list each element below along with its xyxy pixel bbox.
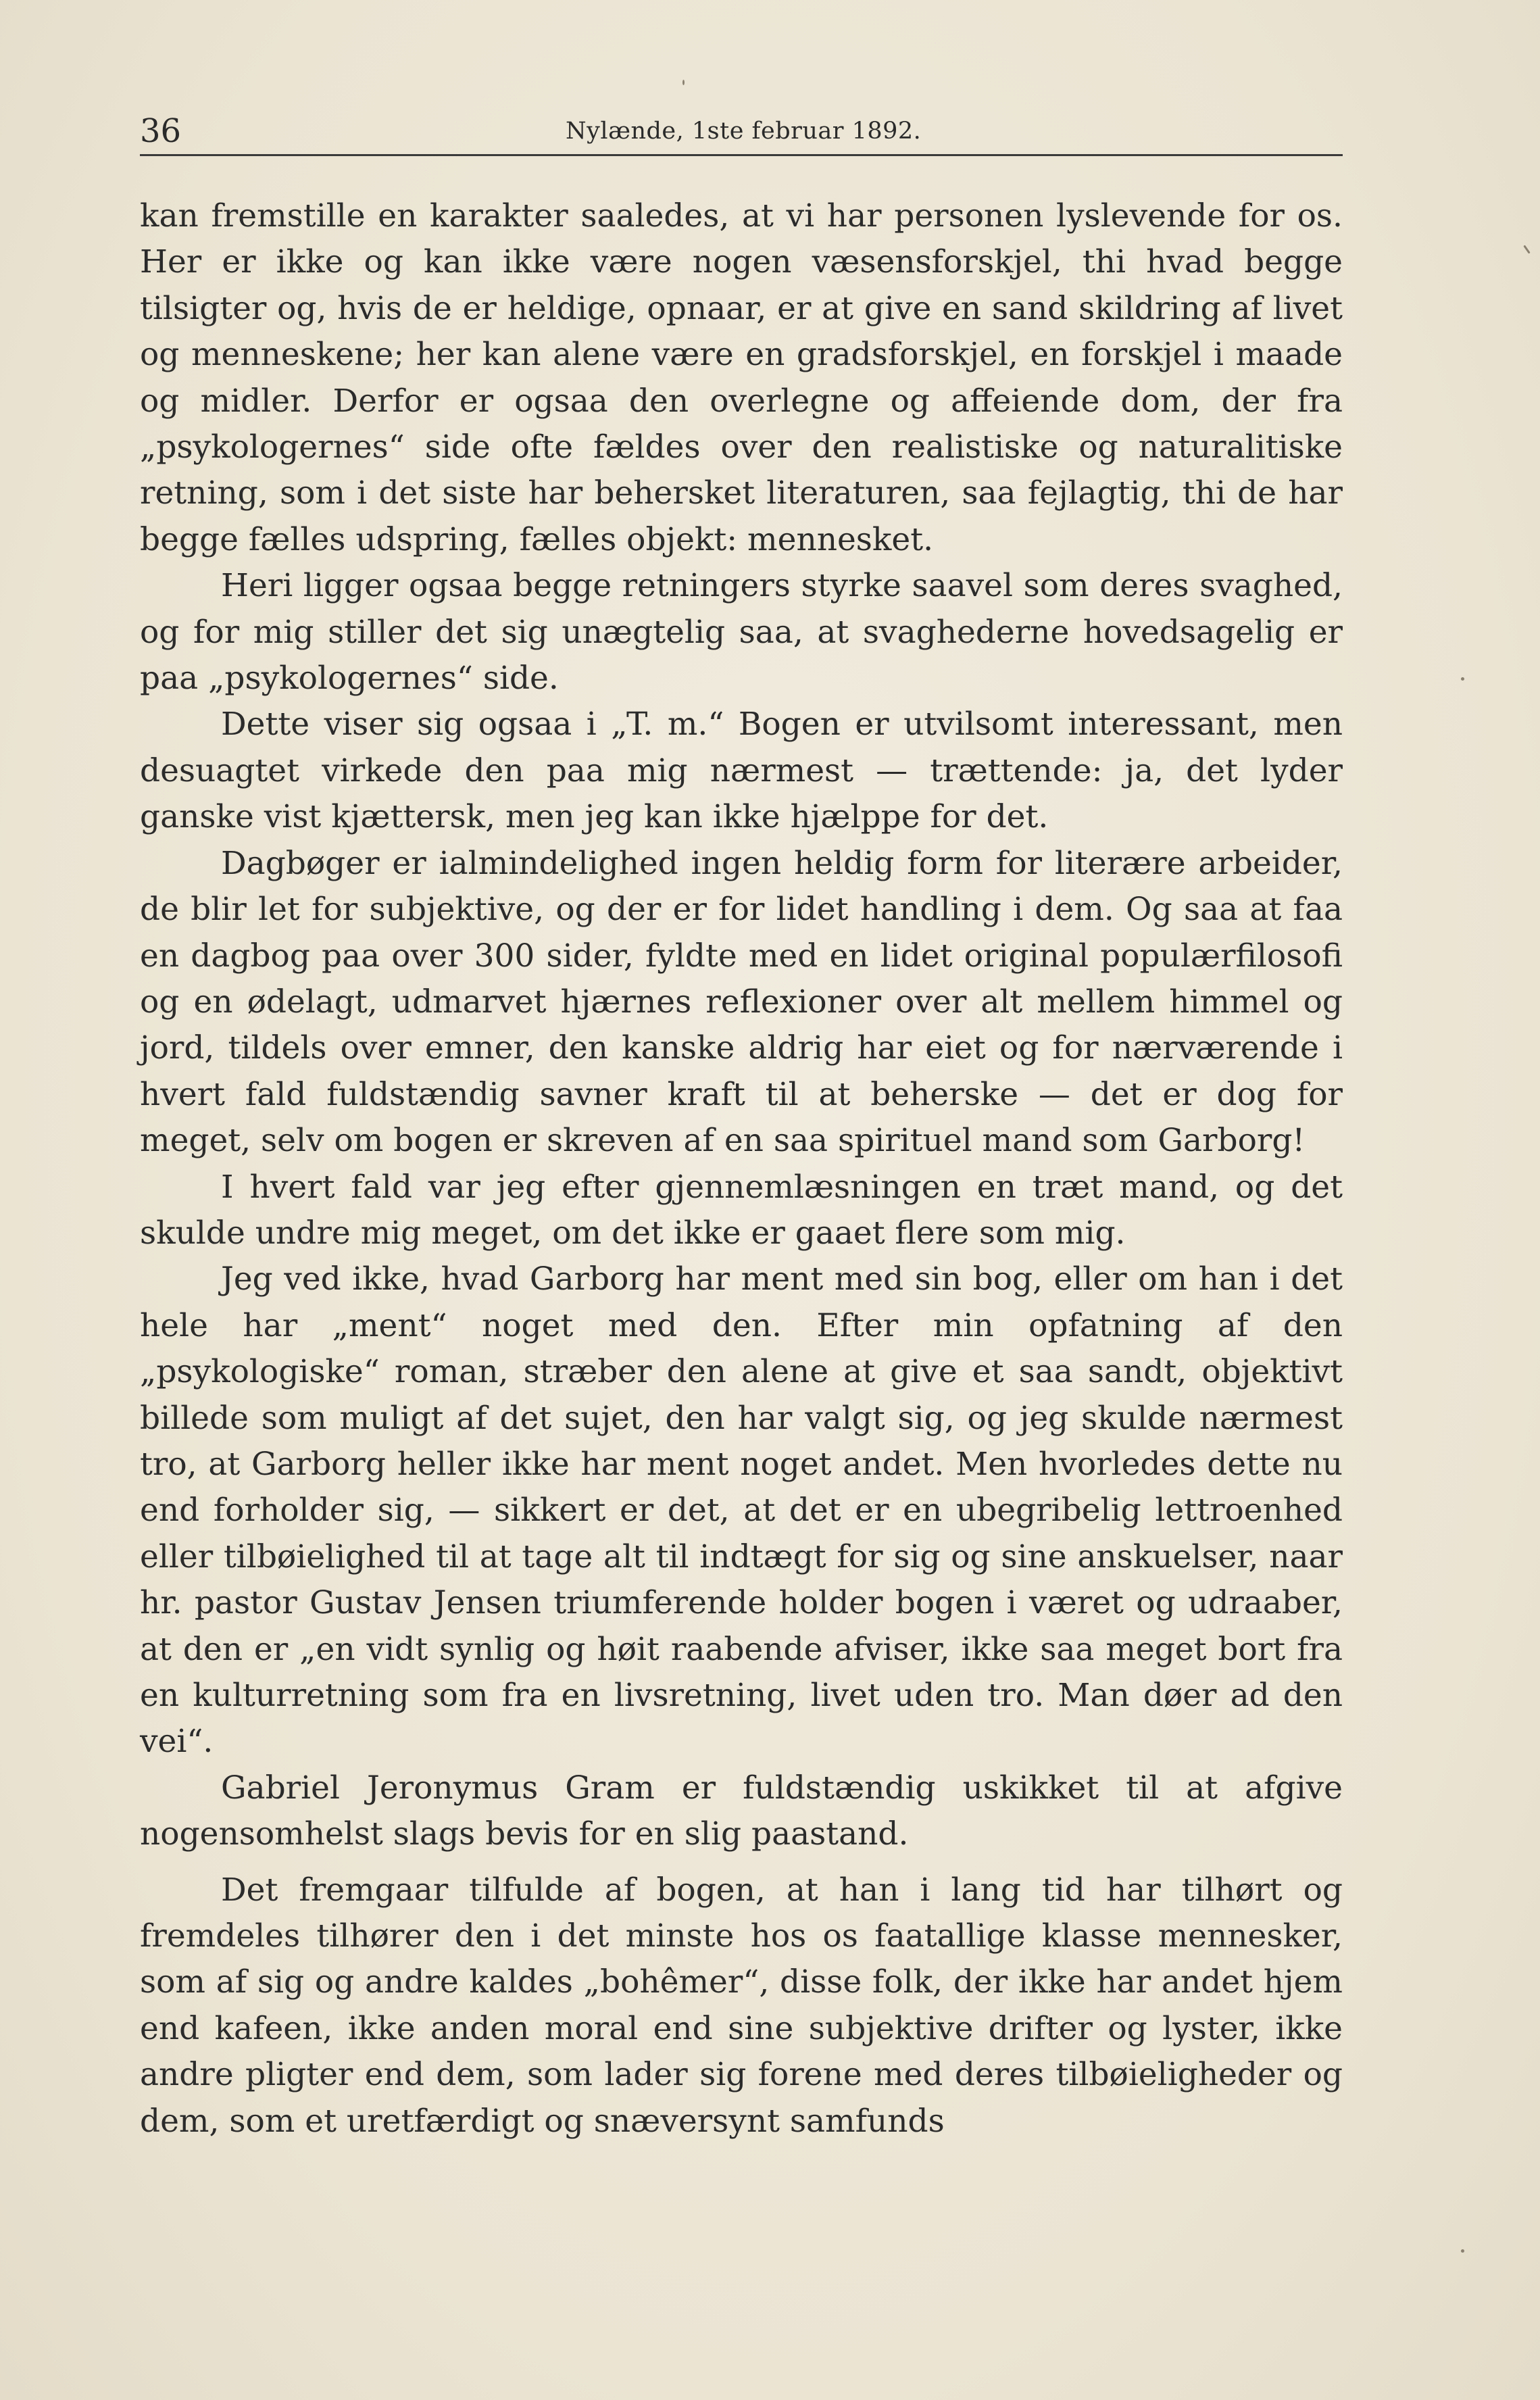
paper-speck (1461, 677, 1464, 681)
paper-speck (682, 80, 685, 85)
page-header (140, 103, 1343, 157)
paragraph-4: Dagbøger er ialmindelighed ingen heldig form for literære arbeider, de blir let for subjektive, og der er for lidet handling i dem. Og saa at faa en dagbog paa over 300 sider, fyldte med en lidet original populærfilosofi og en ødelagt, udmarvet hjærnes reflexioner over alt mellem himmel og jord, tildels over emner, den kanske aldrig har eiet og for nærværende i hvert fald fuldstændig savner kraft til at beherske — det er dog for meget, selv om bogen er skreven af en saa spirituel mand som Garborg! (140, 844, 1343, 1160)
paragraph-3: Dette viser sig ogsaa i „T. m.“ Bogen er utvilsomt interessant, men desuagtet virkede den paa mig nærmest — trættende: ja, det lyder ganske vist kjættersk, men jeg kan ikke hjælppe for det. (140, 706, 1343, 836)
page-number: 36 (140, 112, 182, 150)
paragraph-1: kan fremstille en karakter saaledes, at vi har personen lyslevende for os. Her er ikke og kan ikke være nogen væsensforskjel, thi hvad begge tilsigter og, hvis de er heldige, opnaar, er at give en sand skildring af livet og menneskene; her kan alene være en gradsforskjel, en forskjel i maade og midler. Derfor er ogsaa den overlegne og affeiende dom, der fra „psykologernes“ side ofte fældes over den realistiske og naturalitiske retning, som i det siste har behersket literaturen, saa fejlagtig, thi de har begge fælles udspring, fælles objekt: mennesket. (140, 197, 1343, 558)
paper-speck (1523, 245, 1530, 253)
paragraph-7: Gabriel Jeronymus Gram er fuldstændig uskikket til at afgive nogensomhelst slags bevis for en slig paastand. (140, 1769, 1343, 1853)
paragraph-8: Det fremgaar tilfulde af bogen, at han i lang tid har tilhørt og fremdeles tilhører den i det minste hos os faatallige klasse mennesker, som af sig og andre kaldes „bohêmer“, disse folk, der ikke har andet hjem end kafeen, ikke anden moral end sine subjektive drifter og lyster, ikke andre pligter end dem, som lader sig forene med deres tilbøieligheder og dem, som et uretfærdigt og snæversynt samfunds (140, 1871, 1343, 2140)
paper-speck (1461, 2249, 1464, 2253)
paragraph-2: Heri ligger ogsaa begge retningers styrke saavel som deres svaghed, og for mig stiller det sig unægtelig saa, at svaghederne hovedsagelig er paa „psykologernes“ side. (140, 567, 1343, 697)
article-body (140, 193, 1343, 2145)
running-title: Nylænde, 1ste februar 1892. (566, 118, 922, 145)
paragraph-6: Jeg ved ikke, hvad Garborg har ment med sin bog, eller om han i det hele har „ment“ noget med den. Efter min opfatning af den „psykologiske“ roman, stræber den alene at give et saa sandt, objektivt billede som muligt af det sujet, den har valgt sig, og jeg skulde nærmest tro, at Garborg heller ikke har ment noget andet. Men hvorledes dette nu end forholder sig, — sikkert er det, at det er en ubegribelig lettroenhed eller tilbøielighed til at tage alt til indtægt for sig og sine anskuelser, naar hr. pastor Gustav Jensen triumferende holder bogen i været og udraaber, at den er „en vidt synlig og høit raabende afviser, ikke saa meget bort fra en kulturretning som fra en livsretning, livet uden tro. Man døer ad den vei“. (140, 1260, 1343, 1761)
paragraph-5: I hvert fald var jeg efter gjennemlæsningen en træt mand, og det skulde undre mig meget, om det ikke er gaaet flere som mig. (140, 1168, 1343, 1252)
header-rule (140, 154, 1343, 156)
